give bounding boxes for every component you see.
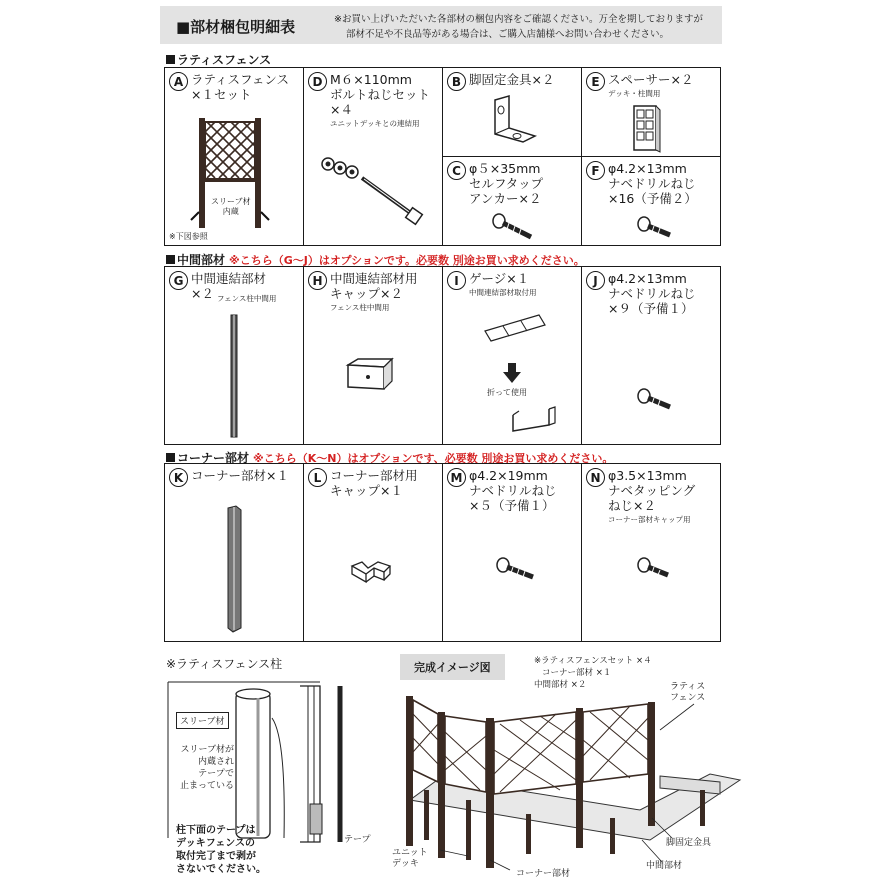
sleeve-description: スリーブ材が 内蔵され テープで 止まっている (179, 745, 234, 791)
drill-screw-illustration (636, 387, 676, 413)
square-bullet-icon (166, 55, 175, 64)
gauge-folded-illustration (509, 405, 557, 437)
part-letter-badge: E (586, 72, 605, 91)
part-cell-i (443, 267, 582, 445)
part-cell-b (443, 68, 582, 157)
part-name: φ4.2×13mm ナベドリルねじ ×９（予備１） (608, 271, 696, 316)
corner-parts-grid (164, 463, 721, 642)
part-letter-badge: I (447, 271, 466, 290)
part-name: コーナー部材×１ (191, 468, 289, 483)
part-name: φ4.2×19mm ナベドリルねじ ×５（予備１） (469, 468, 557, 513)
drill-screw-illustration (636, 215, 676, 241)
complete-image-title: 完成イメージ図 (400, 654, 505, 680)
see-below-note: ※下図参照 (169, 232, 208, 241)
square-bullet-icon (166, 255, 175, 264)
label-unit-deck: ユニット デッキ (392, 848, 428, 869)
bolt-set-illustration (314, 154, 434, 234)
page-title: ■部材梱包明細表 (176, 18, 296, 36)
part-letter-badge: M (447, 468, 466, 487)
part-cell-e (582, 68, 721, 157)
middle-parts-grid (164, 266, 721, 445)
contents-line: ※ラティスフェンスセット ×４ (534, 656, 652, 666)
option-note: ※こちら（G～J）はオプションです。必要数 別途お買い求めください。 (229, 254, 585, 267)
gauge-flat-illustration (483, 313, 547, 343)
part-cell-m (443, 464, 582, 642)
label-corner-member: コーナー部材 (516, 869, 571, 879)
part-cell-f (582, 157, 721, 246)
part-cell-d (304, 68, 443, 246)
part-note: フェンス柱中間用 (330, 303, 390, 312)
part-cell-j (582, 267, 721, 445)
drill-screw-illustration (495, 556, 539, 582)
part-note: コーナー部材キャップ用 (608, 515, 691, 524)
part-letter-badge: H (308, 271, 327, 290)
part-letter-badge: N (586, 468, 605, 487)
tape-warning: 柱下面のテープは デッキフェンスの 取付完了まで剥が さないでください。 (176, 825, 266, 875)
fold-instruction: 折って使用 (487, 388, 527, 397)
part-letter-badge: A (169, 72, 188, 91)
part-cell-h (304, 267, 443, 445)
lattice-parts-grid (164, 67, 721, 246)
part-letter-badge: L (308, 468, 327, 487)
part-letter-badge: C (447, 161, 466, 180)
part-note: フェンス柱中間用 (217, 294, 277, 303)
part-letter-badge: F (586, 161, 605, 180)
part-note: デッキ・柱間用 (608, 89, 661, 98)
section-lattice-title: ラティスフェンス (166, 51, 271, 68)
section-corner-title: コーナー部材 ※こちら（K～N）はオプションです、必要数 別途お買い求めください。 (166, 449, 613, 466)
part-cell-k (165, 464, 304, 642)
label-lattice-fence: ラティス フェンス (670, 682, 706, 703)
part-name: ゲージ×１ (469, 271, 530, 286)
part-cell-g (165, 267, 304, 445)
tapping-screw-illustration (636, 556, 674, 580)
part-letter-badge: K (169, 468, 188, 487)
complete-image-contents (534, 655, 652, 691)
square-bullet-icon (166, 453, 175, 462)
corner-member-illustration (223, 504, 245, 634)
header-note-line2: 部材不足や不良品等がある場合は、ご購入店舗様へお問い合わせください。 (346, 29, 670, 40)
option-note: ※こちら（K～N）はオプションです、必要数 別途お買い求めください。 (253, 452, 614, 465)
post-detail-title: ※ラティスフェンス柱 (166, 657, 283, 671)
sleeve-note: スリーブ材 内蔵 (211, 197, 251, 216)
header-note-line1: ※お買い上げいただいた各部材の梱包内容をご確認ください。万全を期しておりますが (334, 14, 703, 25)
part-cell-a (165, 68, 304, 246)
label-foot-bracket: 脚固定金具 (666, 838, 712, 848)
anchor-screw-illustration (491, 213, 535, 241)
part-name: φ５×35mm セルフタップ アンカー×２ (469, 161, 544, 206)
label-middle-member: 中間部材 (646, 861, 683, 871)
completed-fence-illustration (380, 690, 760, 876)
part-name: 中間連結部材 ×２ (191, 271, 267, 301)
spacer-illustration (626, 102, 666, 154)
part-name: 中間連結部材用 キャップ×２ (330, 271, 418, 301)
part-name: 脚固定金具×２ (469, 72, 555, 87)
arrow-down-icon (503, 363, 521, 383)
part-letter-badge: G (169, 271, 188, 290)
tape-label: テープ (344, 835, 371, 845)
part-cell-n (582, 464, 721, 642)
part-note: 中間連結部材取付用 (469, 288, 537, 297)
part-name: φ4.2×13mm ナベドリルねじ ×16（予備２） (608, 161, 697, 206)
middle-connector-illustration (227, 313, 241, 439)
section-middle-title: 中間部材 ※こちら（G～J）はオプションです。必要数 別途お買い求めください。 (166, 251, 585, 268)
foot-bracket-illustration (487, 94, 543, 150)
part-name: φ3.5×13mm ナベタッピング ねじ×２ (608, 468, 696, 513)
connector-cap-illustration (344, 355, 398, 395)
part-cell-l (304, 464, 443, 642)
part-name: ラティスフェンス ×１セット (191, 72, 290, 102)
part-letter-badge: B (447, 72, 466, 91)
corner-cap-illustration (348, 556, 400, 584)
part-name: コーナー部材用 キャップ×１ (330, 468, 418, 498)
part-letter-badge: D (308, 72, 327, 91)
sleeve-label: スリーブ材 (176, 712, 229, 729)
contents-line: 中間部材 ×２ (534, 680, 587, 690)
part-name: M６×110mm ボルトねじセット ×４ (330, 72, 431, 117)
contents-line: コーナー部材 ×１ (542, 668, 612, 678)
part-note: ユニットデッキとの連結用 (330, 119, 420, 128)
part-cell-c (443, 157, 582, 246)
part-name: スペーサー×２ (608, 72, 694, 87)
header-note (334, 12, 703, 42)
part-letter-badge: J (586, 271, 605, 290)
